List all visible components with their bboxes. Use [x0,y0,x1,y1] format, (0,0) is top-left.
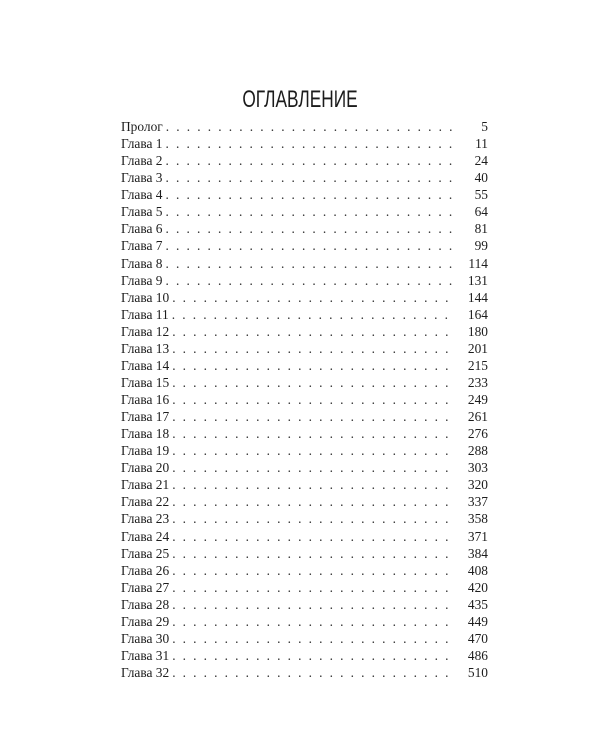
toc-entry[interactable] [121,545,488,562]
toc-entry-label: Глава 19 [121,443,170,459]
toc-entry-label: Глава 28 [121,596,170,612]
dot-leader [172,493,452,510]
toc-entry[interactable] [121,272,488,289]
dot-leader [172,528,452,545]
toc-entry[interactable] [121,237,488,254]
dot-leader [172,596,452,613]
toc-entry-label: Глава 24 [121,528,170,544]
toc-entry[interactable] [121,476,488,493]
toc-entry-label: Глава 17 [121,409,170,425]
toc-entry-page-number: 164 [467,306,488,322]
toc-entry-page-number: 358 [467,511,488,527]
dot-leader [166,152,453,169]
toc-entry[interactable] [121,255,488,272]
toc-entry[interactable] [121,613,488,630]
toc-entry-label: Глава 30 [121,630,170,646]
toc-entry-page-number: 303 [467,460,488,476]
toc-entry[interactable] [121,289,488,306]
toc-entry-label: Глава 22 [121,494,170,510]
toc-entry[interactable] [121,152,488,169]
toc-entry-page-number: 510 [467,665,488,680]
toc-entry[interactable] [121,510,488,527]
toc-entry[interactable] [121,528,488,545]
toc-entry[interactable] [121,459,488,476]
dot-leader [172,630,452,647]
toc-entry-label: Глава 18 [121,426,170,442]
toc-entry-page-number: 215 [467,357,488,373]
toc-entry-label: Глава 23 [121,511,170,527]
dot-leader [172,476,452,493]
toc-entry-page-number: 384 [467,545,488,561]
toc-entry-label: Глава 13 [121,340,170,356]
toc-entry-page-number: 486 [467,647,488,663]
toc-entry-page-number: 81 [474,221,488,237]
dot-leader [172,579,452,596]
toc-entry-page-number: 40 [474,170,488,186]
toc-entry[interactable] [121,357,488,374]
toc-entry[interactable] [121,579,488,596]
toc-entry-page-number: 470 [467,630,488,646]
toc-entry[interactable] [121,186,488,203]
toc-entry-page-number: 11 [475,136,488,152]
dot-leader [172,408,452,425]
toc-entry-page-number: 408 [467,562,488,578]
toc-entry-page-number: 201 [467,340,488,356]
toc-entry-label: Глава 1 [121,136,163,152]
toc-entry-label: Глава 31 [121,647,170,663]
toc-entry[interactable] [121,169,488,186]
toc-entry-page-number: 144 [467,289,488,305]
toc-entry[interactable] [121,596,488,613]
toc-entry[interactable] [121,391,488,408]
toc-entry-page-number: 337 [467,494,488,510]
toc-entry-label: Глава 12 [121,323,170,339]
dot-leader [172,510,452,527]
toc-entry-label: Глава 6 [121,221,163,237]
toc-entry-label: Глава 5 [121,204,163,220]
toc-entry-page-number: 288 [467,443,488,459]
dot-leader [172,289,452,306]
toc-entry[interactable] [121,493,488,510]
toc-entry-label: Глава 26 [121,562,170,578]
dot-leader [166,220,453,237]
toc-entry[interactable] [121,135,488,152]
dot-leader [172,459,452,476]
toc-entry[interactable] [121,630,488,647]
toc-entry[interactable] [121,323,488,340]
toc-entry-page-number: 24 [474,153,488,169]
page-title: ОГЛАВЛЕНИЕ [242,86,358,113]
toc-entry[interactable] [121,442,488,459]
toc-entry-label: Глава 4 [121,187,163,203]
toc-entry[interactable] [121,562,488,579]
toc-entry-page-number: 114 [468,255,488,271]
toc-entry[interactable] [121,647,488,664]
toc-entry[interactable] [121,306,488,323]
toc-entry-label: Глава 21 [121,477,170,493]
toc-entry-page-number: 180 [467,323,488,339]
toc-entry-label: Глава 11 [121,306,169,322]
toc-entry[interactable] [121,203,488,220]
table-of-contents [121,118,488,681]
toc-entry-label: Глава 7 [121,238,163,254]
dot-leader [172,340,452,357]
dot-leader [172,562,452,579]
dot-leader [172,613,452,630]
dot-leader [166,255,453,272]
dot-leader [166,272,453,289]
dot-leader [166,186,453,203]
dot-leader [172,306,452,323]
toc-entry-label: Глава 2 [121,153,163,169]
dot-leader [172,647,452,664]
dot-leader [166,203,453,220]
toc-entry-label: Глава 3 [121,170,163,186]
toc-entry-label: Глава 25 [121,545,170,561]
toc-entry-page-number: 420 [467,579,488,595]
toc-entry[interactable] [121,425,488,442]
toc-entry-label: Глава 15 [121,374,170,390]
dot-leader [172,323,452,340]
toc-entry-page-number: 371 [467,528,488,544]
toc-entry-label: Глава 9 [121,272,163,288]
toc-entry-page-number: 5 [481,119,488,134]
toc-entry-page-number: 131 [467,272,488,288]
dot-leader [172,374,452,391]
dot-leader [166,118,452,135]
dot-leader [172,391,452,408]
toc-entry[interactable] [121,118,488,135]
dot-leader [172,357,452,374]
toc-entry-label: Глава 16 [121,392,170,407]
dot-leader [166,237,453,254]
dot-leader [172,545,452,562]
dot-leader [172,442,452,459]
toc-entry-label: Глава 32 [121,665,170,680]
dot-leader [166,135,453,152]
toc-entry[interactable] [121,374,488,391]
toc-entry-label: Глава 8 [121,255,163,271]
toc-entry[interactable] [121,408,488,425]
toc-entry-label: Глава 10 [121,289,170,305]
toc-entry-label: Глава 29 [121,613,170,629]
toc-entry-page-number: 249 [467,392,488,407]
dot-leader [166,169,453,186]
toc-entry[interactable] [121,664,488,681]
toc-entry-label: Пролог [121,119,163,134]
toc-entry-page-number: 276 [467,426,488,442]
toc-entry[interactable] [121,340,488,357]
toc-entry-page-number: 435 [467,596,488,612]
toc-entry-page-number: 261 [467,409,488,425]
toc-entry-label: Глава 27 [121,579,170,595]
toc-entry-page-number: 449 [467,613,488,629]
toc-entry-label: Глава 14 [121,357,170,373]
toc-entry-page-number: 64 [474,204,488,220]
dot-leader [172,425,452,442]
toc-entry-label: Глава 20 [121,460,170,476]
toc-entry-page-number: 99 [474,238,488,254]
toc-entry-page-number: 233 [467,374,488,390]
toc-entry[interactable] [121,220,488,237]
toc-entry-page-number: 320 [467,477,488,493]
toc-entry-page-number: 55 [474,187,488,203]
dot-leader [172,664,452,681]
